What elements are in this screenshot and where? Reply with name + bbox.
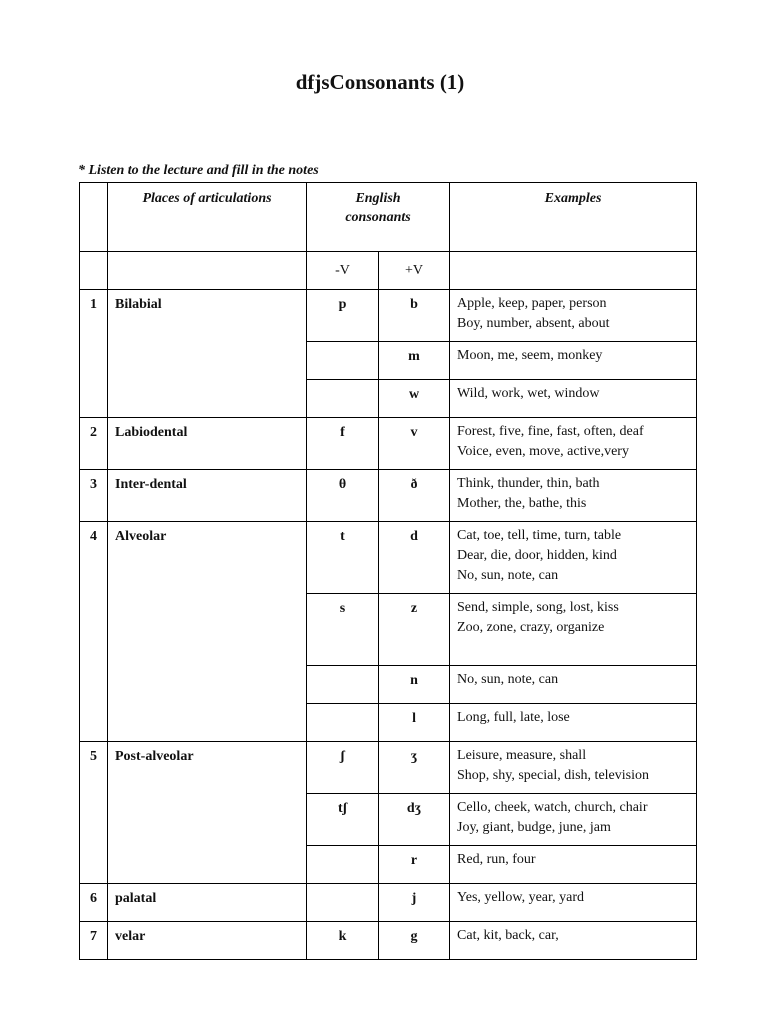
row-number: 4 (80, 522, 108, 742)
examples-cell (450, 922, 697, 960)
example-line: Voice, even, move, active,very (457, 444, 629, 459)
header-english-line2: consonants (345, 210, 411, 225)
subheader-empty-num (80, 252, 108, 290)
voiceless-consonant: ʃ (307, 742, 379, 794)
example-line: Leisure, measure, shall (457, 748, 587, 763)
voiced-consonant: l (379, 704, 450, 742)
examples-cell (450, 884, 697, 922)
table-row (80, 922, 697, 960)
place-of-articulation: Post-alveolar (108, 742, 307, 884)
examples-cell (450, 794, 697, 846)
subheader-empty-examples (450, 252, 697, 290)
subheader-row (80, 252, 697, 290)
example-line: Joy, giant, budge, june, jam (457, 820, 611, 835)
example-line: Send, simple, song, lost, kiss (457, 600, 619, 615)
voiceless-consonant (307, 666, 379, 704)
example-line: Mother, the, bathe, this (457, 496, 587, 511)
voiceless-consonant: p (307, 290, 379, 342)
voiced-consonant: d (379, 522, 450, 594)
examples-cell (450, 522, 697, 594)
page-title: dfjsConsonants (1) (295, 70, 465, 94)
header-row (80, 183, 697, 252)
voiced-consonant: dʒ (379, 794, 450, 846)
instruction-text: * Listen to the lecture and fill in the notes (78, 163, 319, 178)
voiced-consonant: v (379, 418, 450, 470)
voiced-consonant: z (379, 594, 450, 666)
voiced-consonant: w (379, 380, 450, 418)
voiceless-consonant (307, 342, 379, 380)
header-voiceless: -V (307, 252, 379, 290)
header-places: Places of articulations (108, 183, 307, 252)
table-row (80, 418, 697, 470)
example-line: Forest, five, fine, fast, often, deaf (457, 424, 644, 439)
example-line: Long, full, late, lose (457, 710, 570, 725)
place-of-articulation: Labiodental (108, 418, 307, 470)
examples-cell (450, 594, 697, 666)
row-number: 2 (80, 418, 108, 470)
example-line: Zoo, zone, crazy, organize (457, 620, 605, 635)
voiced-consonant: b (379, 290, 450, 342)
place-of-articulation: palatal (108, 884, 307, 922)
voiceless-consonant: s (307, 594, 379, 666)
examples-cell (450, 342, 697, 380)
subheader-empty-place (108, 252, 307, 290)
header-examples: Examples (450, 183, 697, 252)
table-row (80, 522, 697, 594)
voiceless-consonant (307, 884, 379, 922)
example-line: Moon, me, seem, monkey (457, 348, 603, 363)
voiceless-consonant (307, 846, 379, 884)
example-line: Red, run, four (457, 852, 536, 867)
table-row (80, 884, 697, 922)
header-num-cell (80, 183, 108, 252)
voiced-consonant: ð (379, 470, 450, 522)
examples-cell (450, 470, 697, 522)
table-row (80, 742, 697, 794)
row-number: 3 (80, 470, 108, 522)
voiceless-consonant: tʃ (307, 794, 379, 846)
row-number: 7 (80, 922, 108, 960)
examples-cell (450, 666, 697, 704)
place-of-articulation: velar (108, 922, 307, 960)
voiceless-consonant: k (307, 922, 379, 960)
example-line: Boy, number, absent, about (457, 316, 610, 331)
row-number: 6 (80, 884, 108, 922)
examples-cell (450, 380, 697, 418)
header-voiced: +V (379, 252, 450, 290)
voiced-consonant: g (379, 922, 450, 960)
row-number: 5 (80, 742, 108, 884)
table-row (80, 470, 697, 522)
examples-cell (450, 846, 697, 884)
example-line: Think, thunder, thin, bath (457, 476, 600, 491)
place-of-articulation: Inter-dental (108, 470, 307, 522)
voiceless-consonant: t (307, 522, 379, 594)
consonant-table (79, 182, 697, 960)
example-line: Cat, toe, tell, time, turn, table (457, 528, 622, 543)
place-of-articulation: Bilabial (108, 290, 307, 418)
header-english-consonants (307, 183, 450, 252)
example-line: Dear, die, door, hidden, kind (457, 548, 617, 563)
voiced-consonant: m (379, 342, 450, 380)
voiced-consonant: j (379, 884, 450, 922)
voiceless-consonant (307, 380, 379, 418)
voiced-consonant: ʒ (379, 742, 450, 794)
examples-cell (450, 704, 697, 742)
examples-cell (450, 418, 697, 470)
voiceless-consonant: θ (307, 470, 379, 522)
example-line: No, sun, note, can (457, 672, 559, 687)
examples-cell (450, 290, 697, 342)
example-line: Wild, work, wet, window (457, 386, 600, 401)
example-line: Cello, cheek, watch, church, chair (457, 800, 648, 815)
row-number: 1 (80, 290, 108, 418)
voiceless-consonant: f (307, 418, 379, 470)
header-english-line1: English (355, 191, 401, 206)
table-row (80, 290, 697, 342)
example-line: Cat, kit, back, car, (457, 928, 559, 943)
voiceless-consonant (307, 704, 379, 742)
voiced-consonant: n (379, 666, 450, 704)
example-line: Apple, keep, paper, person (457, 296, 607, 311)
example-line: Yes, yellow, year, yard (457, 890, 584, 905)
place-of-articulation: Alveolar (108, 522, 307, 742)
example-line: No, sun, note, can (457, 568, 559, 583)
examples-cell (450, 742, 697, 794)
example-line: Shop, shy, special, dish, television (457, 768, 649, 783)
voiced-consonant: r (379, 846, 450, 884)
